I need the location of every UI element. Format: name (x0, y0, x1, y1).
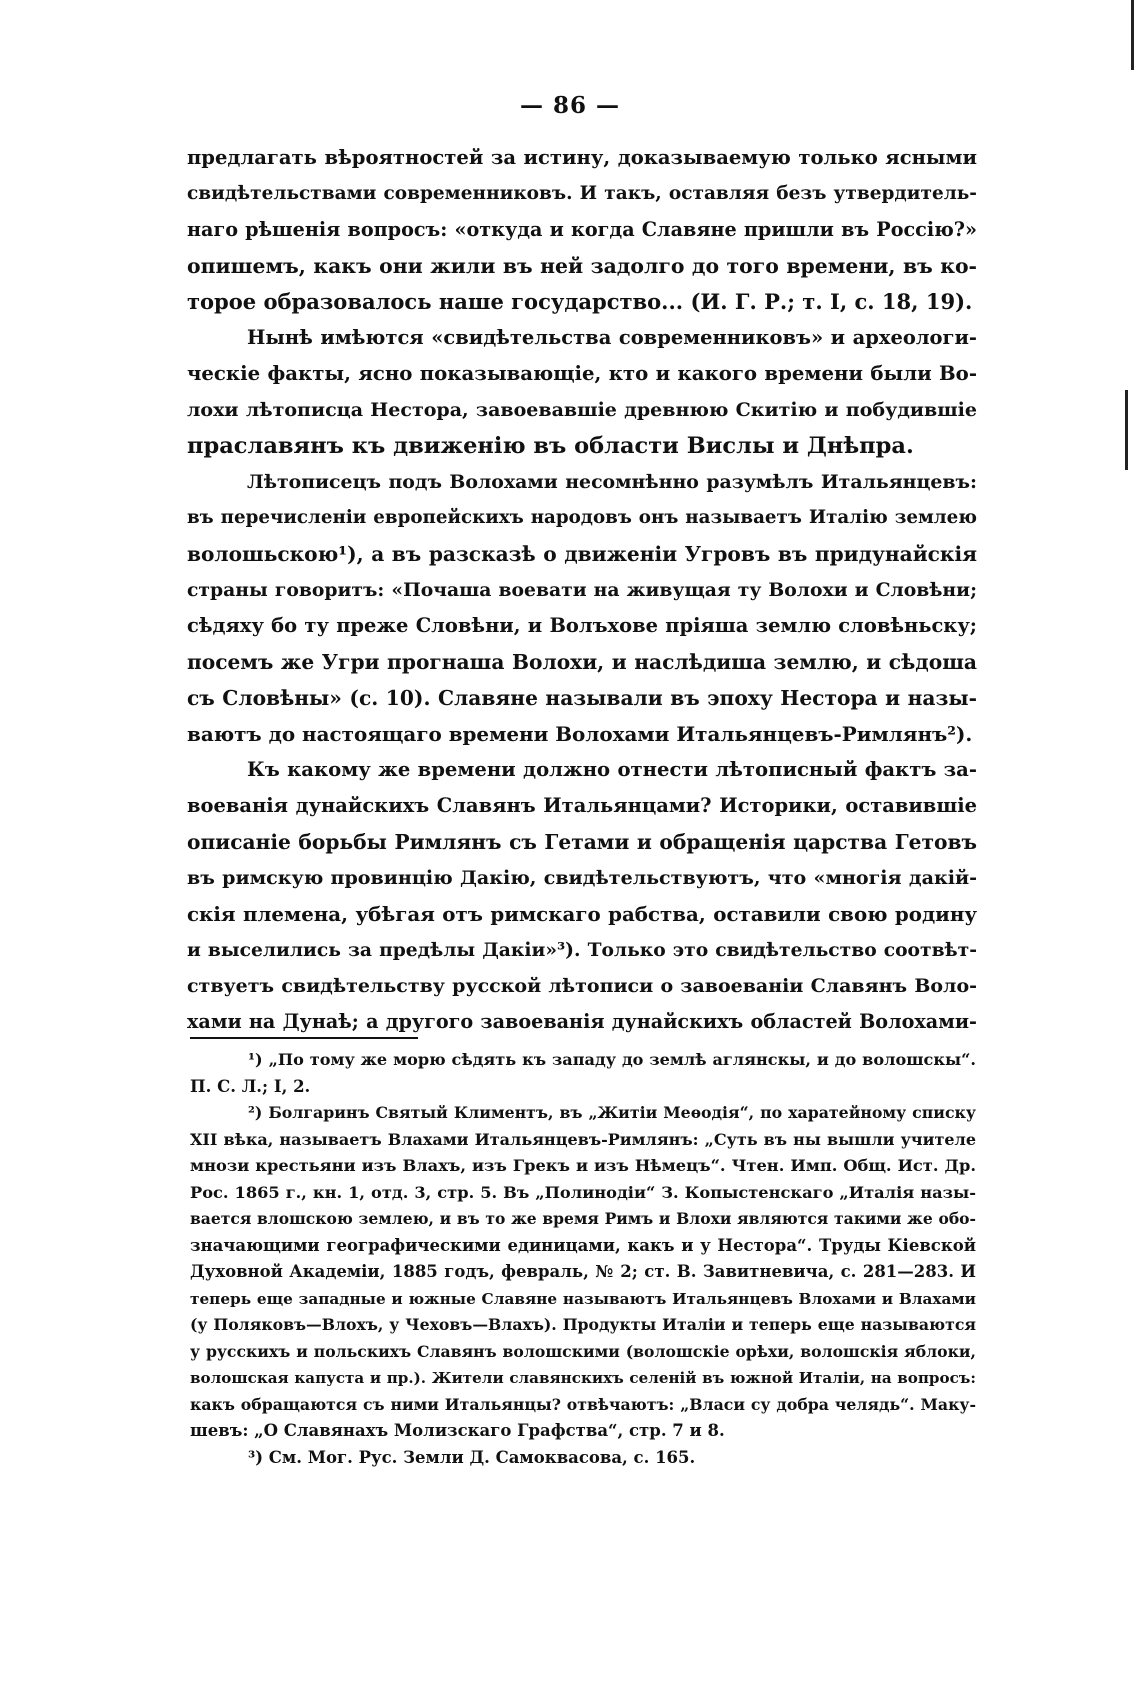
text-line: предлагать вѣроятностей за истину, доказываемую только ясными (187, 146, 977, 169)
page-number: — 86 — (519, 92, 621, 119)
scan-margin-mark (1125, 390, 1128, 470)
text-line: ствуетъ свидѣтельству русской лѣтописи о завоеваніи Славянъ Воло- (187, 975, 977, 997)
text-line: праславянъ къ движенію въ области Вислы и Днѣпра. (187, 433, 914, 459)
footnote-line: мнози крестьяни изъ Влахъ, изъ Грекъ и изъ Нѣмецъ“. Чтен. Имп. Общ. Ист. Др. (190, 1156, 976, 1175)
text-line: страны говоритъ: «Почаша воевати на живущая ту Волохи и Словѣни; (187, 579, 977, 601)
text-line: наго рѣшенія вопросъ: «откуда и когда Славяне пришли въ Россію?» (187, 218, 977, 241)
footnote-2: ²) Болгаринъ Святый Климентъ, въ „Житіи Меѳодія“, по харатейному списку (248, 1103, 976, 1122)
text-line: лохи лѣтописца Нестора, завоевавшіе древнюю Скитію и побудившіе (187, 399, 977, 421)
text-line: хами на Дунаѣ; а другого завоеванія дунайскихъ областей Волохами- (187, 1010, 977, 1033)
text-line: торое образовалось наше государство... (И. Г. Р.; т. I, с. 18, 19). (187, 289, 973, 314)
text-line: посемъ же Угри прогнаша Волохи, и наслѣдиша землю, и сѣдоша (187, 650, 977, 674)
text-line: опишемъ, какъ они жили въ ней задолго до того времени, въ ко- (187, 254, 977, 278)
footnote-line: какъ обращаются съ ними Итальянцы? отвѣчаютъ: „Власи су добра челядь“. Маку- (190, 1394, 976, 1414)
footnote-divider (190, 1037, 418, 1039)
text-line: воеванія дунайскихъ Славянъ Итальянцами? Историки, оставившіе (187, 794, 977, 817)
footnote-line: шевъ: „О Славянахъ Молизскаго Графства“, стр. 7 и 8. (190, 1421, 725, 1440)
text-line: сѣдяху бо ту преже Словѣни, и Волъхове пріяша землю словѣньску; (187, 614, 977, 637)
text-line: скія племена, убѣгая отъ римскаго рабства, оставили свою родину (187, 902, 977, 926)
paragraph-start: Нынѣ имѣются «свидѣтельства современниковъ» и археологи- (247, 326, 977, 349)
footnote-1: ¹) „По тому же морю сѣдять къ западу до землѣ аглянскы, и до волошскы“. (248, 1050, 976, 1069)
text-line: съ Словѣны» (с. 10). Славяне называли въ эпоху Нестора и назы- (187, 686, 977, 710)
text-line: описаніе борьбы Римлянъ съ Гетами и обращенія царства Гетовъ (187, 830, 977, 854)
paragraph-start: Къ какому же времени должно отнести лѣтописный фактъ за- (247, 758, 977, 781)
footnote-line: значающими географическими единицами, какъ и у Нестора“. Труды Кіевской (190, 1235, 976, 1255)
main-text (187, 140, 977, 1040)
footnote-line: вается влошскою землею, и въ то же время Римъ и Влохи являются такими же обо- (190, 1209, 976, 1228)
footnote-line: теперь еще западные и южные Славяне называютъ Итальянцевъ Влохами и Влахами (190, 1289, 976, 1308)
scan-edge-mark (1131, 0, 1134, 70)
footnote-line: XII вѣка, называетъ Влахами Итальянцевъ-Римлянъ: „Суть въ ны вышли учителе (190, 1129, 976, 1149)
footnote-3: ³) См. Мог. Рус. Земли Д. Самоквасова, с. 165. (248, 1447, 696, 1467)
text-line: въ перечисленіи европейскихъ народовъ онъ называетъ Италію землею (187, 507, 977, 528)
footnote-line: Духовной Академіи, 1885 годъ, февраль, № 2; ст. В. Завитневича, с. 281—283. И (190, 1262, 976, 1281)
paragraph-start: Лѣтописецъ подъ Волохами несомнѣнно разумѣлъ Итальянцевъ: (247, 471, 977, 493)
text-line: и выселились за предѣлы Дакіи»³). Только это свидѣтельство соотвѣт- (187, 939, 977, 961)
text-line: волошьскою¹), а въ разсказѣ о движеніи Угровъ въ придунайскія (187, 542, 977, 566)
footnotes (190, 1047, 976, 1471)
footnote-line: Рос. 1865 г., кн. 1, отд. 3, стр. 5. Въ „Полинодіи“ З. Копыстенскаго „Италія назы- (190, 1182, 976, 1202)
text-line: ваютъ до настоящаго времени Волохами Итальянцевъ-Римлянъ²). (187, 722, 973, 746)
footnote-line: (у Поляковъ—Влохъ, у Чеховъ—Влахъ). Продукты Италіи и теперь еще называются (190, 1315, 976, 1334)
footnote-line: у русскихъ и польскихъ Славянъ волошскими (волошскіе орѣхи, волошскія яблоки, (190, 1341, 976, 1361)
footnote-line: волошская капуста и пр.). Жители славянскихъ селеній въ южной Италіи, на вопросъ: (190, 1369, 976, 1387)
footnote-line: П. С. Л.; I, 2. (190, 1076, 311, 1096)
text-line: въ римскую провинцію Дакію, свидѣтельствуютъ, что «многія дакій- (187, 867, 977, 889)
text-line: ческіе факты, ясно показывающіе, кто и какого времени были Во- (187, 362, 977, 385)
text-line: свидѣтельствами современниковъ. И такъ, оставляя безъ утвердитель- (187, 183, 977, 204)
